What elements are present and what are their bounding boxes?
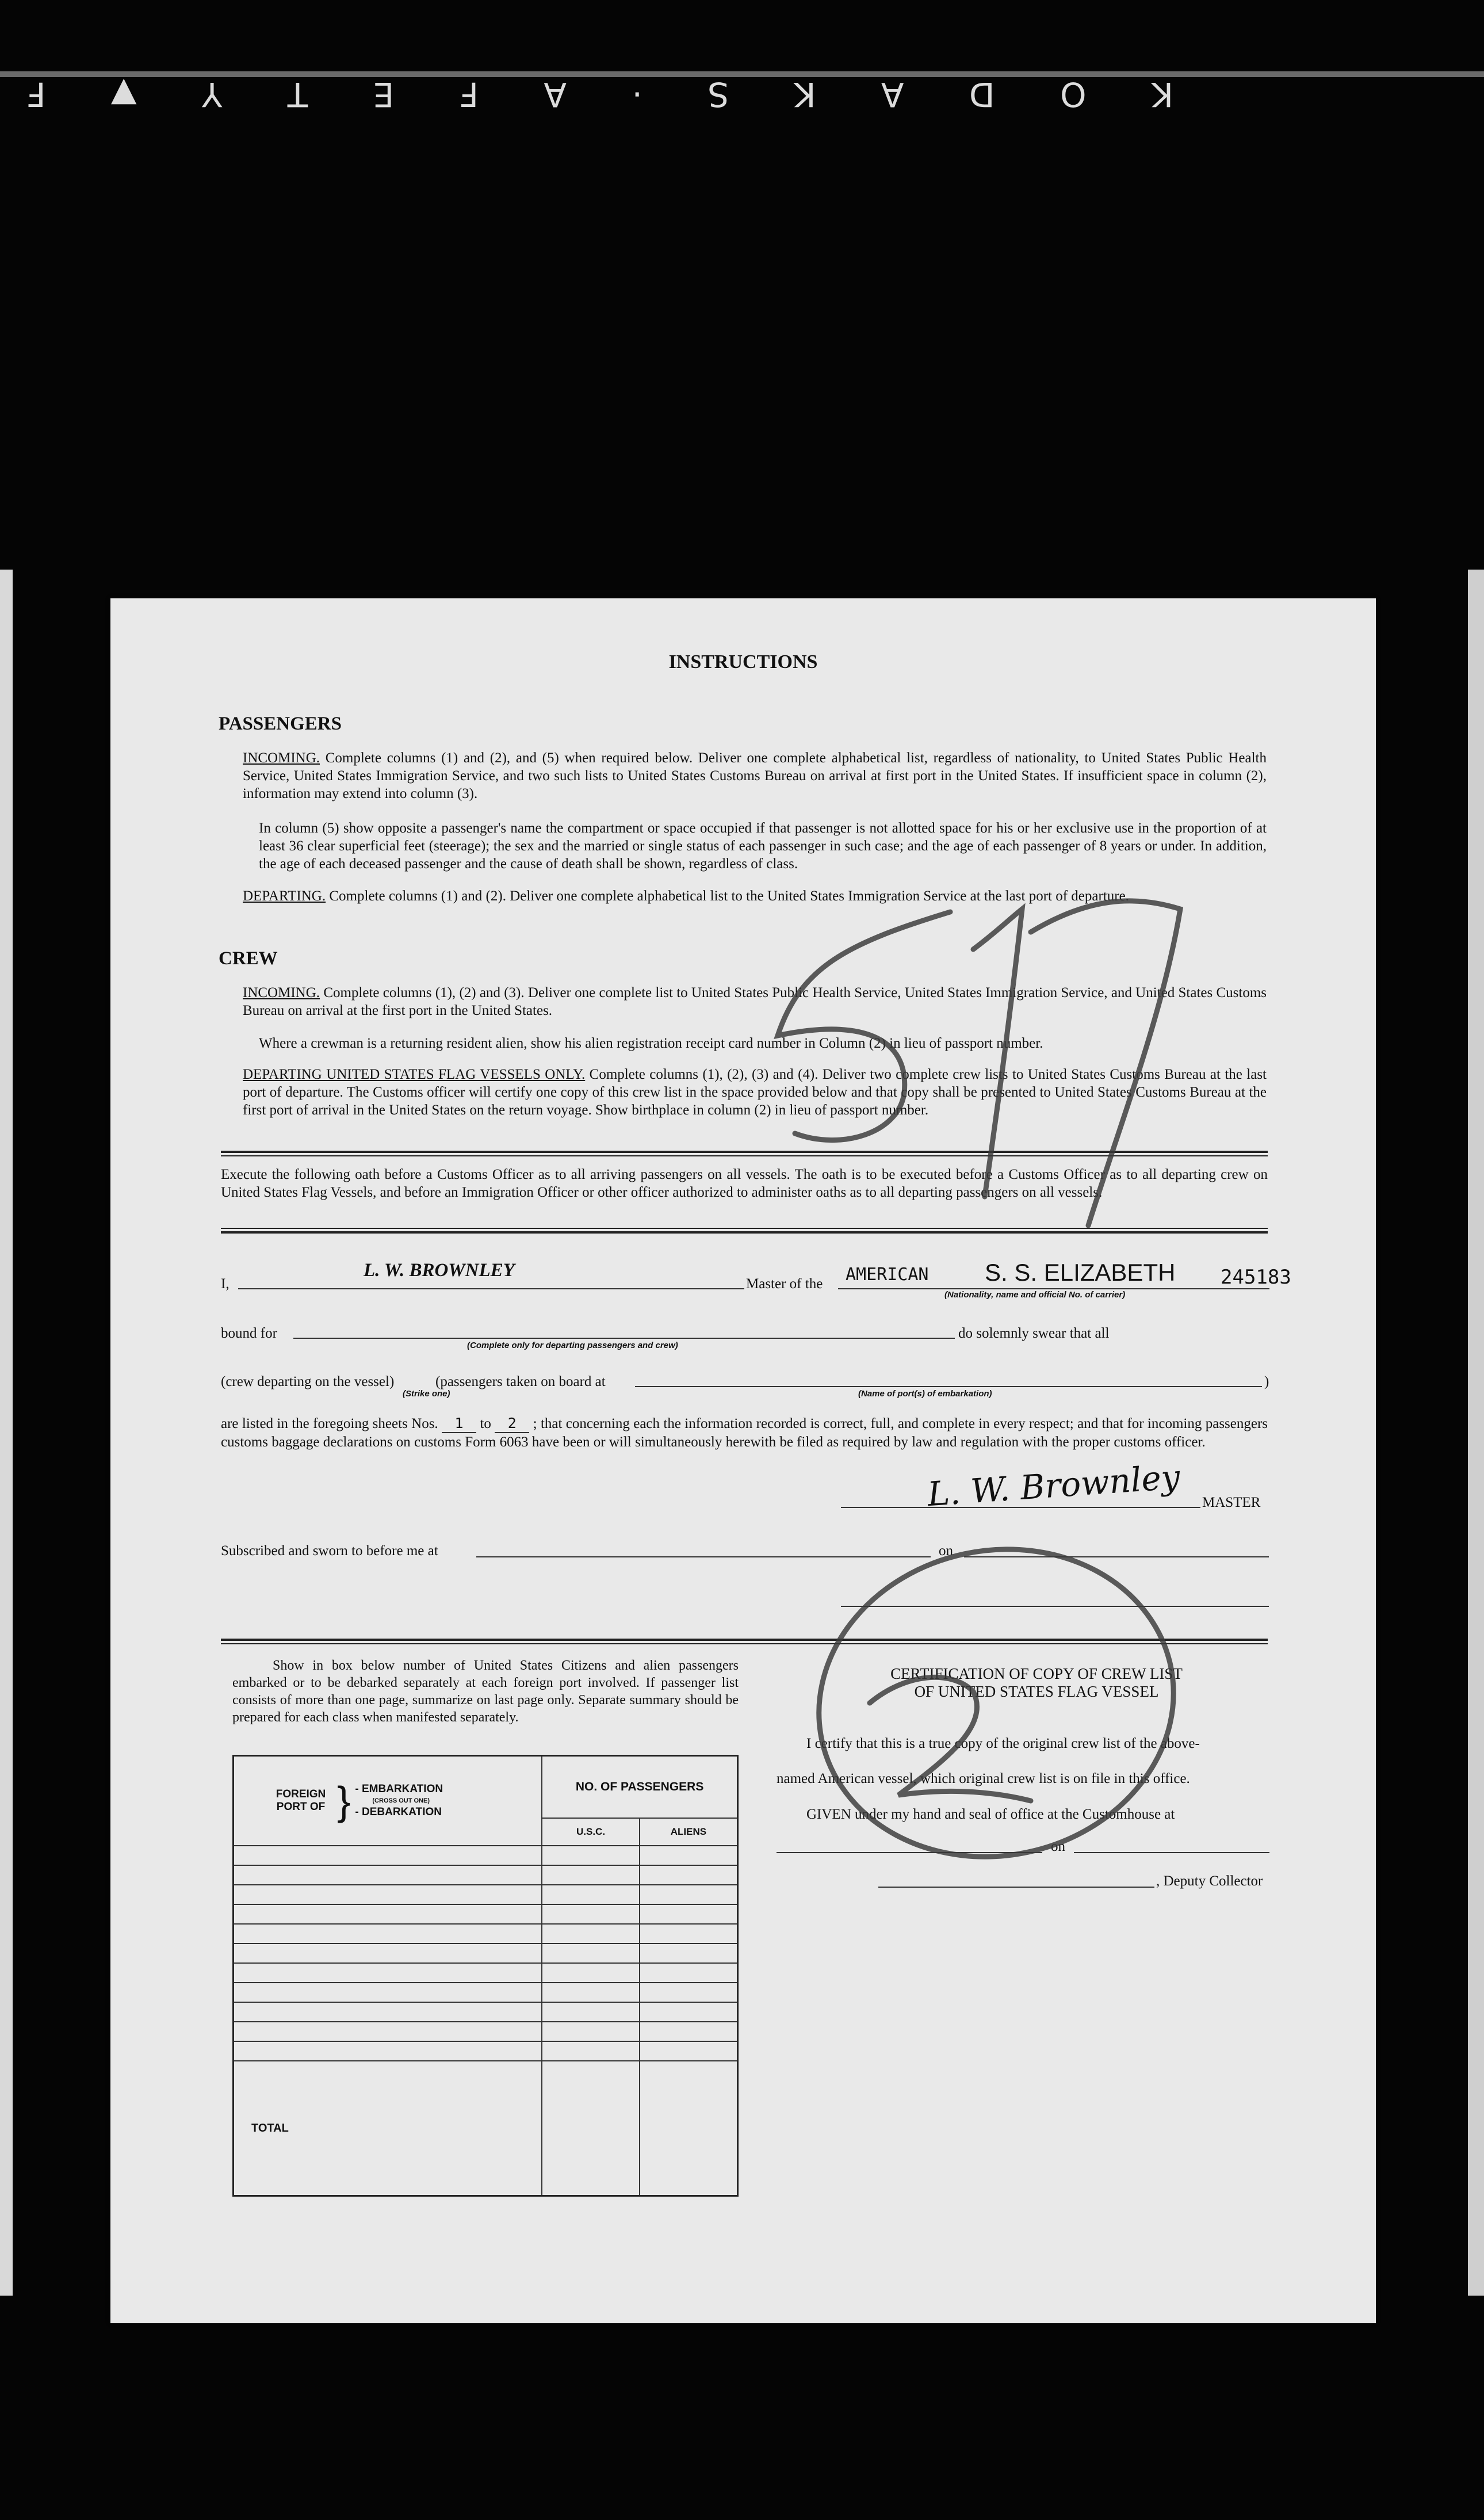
port-cell[interactable] [234,1963,542,1983]
sheet-from: 1 [442,1414,476,1433]
deputy-collector-label: , Deputy Collector [1156,1873,1263,1889]
customhouse-line [777,1851,1042,1853]
adjacent-frame-left [0,570,13,2296]
carrier-caption: (Nationality, name and official No. of carrier) [944,1290,1126,1300]
adjacent-frame-right [1468,570,1484,2296]
listed-prefix: are listed in the foregoing sheets Nos. [221,1416,438,1431]
usc-cell[interactable] [542,1963,640,1983]
foreign-port-label: FOREIGN PORT OF [276,1788,326,1813]
aliens-cell[interactable] [640,1983,738,2002]
port-cell[interactable] [234,1904,542,1924]
passengers-column5: In column (5) show opposite a passenger's name the compartment or space occupied if that passenger is not allotted space for his or her exclusive use in the proportion of at least 36 clear superficial feet (steerage); the sex and the married or single status of each passenger in such case; and the age of each passenger of 8 years or under. In addition, the age of each deceased passenger and the cause of death shall be shown, regardless of class. [259,820,1267,872]
film-edge-char: A [877,75,904,114]
debarkation-label: - DEBARKATION [355,1805,442,1818]
film-edge-char: K [1148,75,1173,114]
certification-title [789,1665,1284,1701]
usc-cell[interactable] [542,2022,640,2041]
port-cell[interactable] [234,1983,542,2002]
aliens-cell[interactable] [640,1904,738,1924]
film-edge-char: T [284,75,308,114]
master-name-line [238,1288,744,1289]
aliens-cell[interactable] [640,1885,738,1904]
usc-cell[interactable] [542,1924,640,1944]
certification-on-label: on [1051,1839,1065,1854]
master-label: MASTER [1202,1495,1261,1510]
usc-cell[interactable] [542,1983,640,2002]
aliens-cell[interactable] [640,2002,738,2022]
pencil-circle [790,1517,1203,1889]
certification-date-line [1074,1851,1269,1853]
table-row [234,1983,738,2002]
oath-i-label: I, [221,1276,230,1292]
table-row [234,1846,738,1865]
aliens-cell[interactable] [640,1944,738,1963]
port-cell[interactable] [234,2022,542,2041]
usc-cell[interactable] [542,1846,640,1865]
swear-text: do solemnly swear that all [958,1326,1110,1341]
film-edge-char: S [704,75,729,114]
film-edge-char: E [369,75,395,114]
bound-for-line [293,1337,955,1339]
carrier-vessel-name: S. S. ELIZABETH [985,1259,1176,1286]
brace-icon: } [337,1778,351,1823]
aliens-cell[interactable] [640,1846,738,1865]
table-row [234,1924,738,1944]
crew-returning-alien: Where a crewman is a returning resident alien, show his alien registration receipt card number in Column (2) in lieu of passport number. [259,1036,1043,1051]
film-edge-char: F [456,75,479,114]
crew-incoming-label: INCOMING. [243,985,320,1001]
film-edge-char: A [540,75,567,114]
usc-cell[interactable] [542,1885,640,1904]
film-edge-char: ▼ [107,75,137,114]
no-passengers-header: NO. OF PASSENGERS [542,1756,737,1818]
passengers-incoming-text: Complete columns (1) and (2), and (5) when required below. Deliver one complete alphabetical list, regardless of nationality, to United States Public Health Service, United States Immigration Service, and two such lists to United States Customs Bureau on arrival at first port in the United States. If insufficient space in column (2), information may extend into column (3). [243,750,1267,801]
crew-heading: CREW [219,948,278,969]
to-label: to [480,1416,491,1431]
certification-line-2: named American vessel, which original crew list is on file in this office. [777,1771,1190,1786]
film-edge-char: D [965,75,995,114]
passengers-incoming-label: INCOMING. [243,750,320,766]
certification-line-1: I certify that this is a true copy of the original crew list of the above- [806,1736,1200,1751]
certification-title-1: CERTIFICATION OF COPY OF CREW LIST [890,1665,1183,1682]
crew-incoming [243,984,1267,1020]
divider [221,1231,1268,1234]
table-total-row [234,2061,738,2196]
usc-cell[interactable] [542,1904,640,1924]
usc-total-cell[interactable] [542,2061,640,2196]
document-page [110,598,1376,2323]
carrier-line [838,1288,1269,1289]
aliens-total-cell[interactable] [640,2061,738,2196]
divider [221,1151,1268,1153]
port-cell[interactable] [234,2002,542,2022]
passenger-summary-table [232,1755,739,2197]
aliens-cell[interactable] [640,1865,738,1885]
embarkation-label: - EMBARKATION [355,1782,443,1795]
table-row [234,1904,738,1924]
passengers-departing [243,887,1267,905]
film-edge-char: · [628,75,642,114]
master-name: L. W. BROWNLEY [364,1260,515,1281]
bound-for-label: bound for [221,1326,277,1341]
port-cell[interactable] [234,1924,542,1944]
certification-title-2: OF UNITED STATES FLAG VESSEL [914,1683,1159,1700]
aliens-cell[interactable] [640,2041,738,2061]
total-label: TOTAL [234,2061,542,2196]
certification-line-3: GIVEN under my hand and seal of office at the Customhouse at [806,1807,1175,1822]
table-row [234,2041,738,2061]
sheet-to: 2 [495,1414,529,1433]
port-cell[interactable] [234,1885,542,1904]
subscribed-on-label: on [939,1543,953,1559]
aliens-cell[interactable] [640,1924,738,1944]
carrier-nationality: AMERICAN [846,1265,929,1285]
crew-departing-label: DEPARTING UNITED STATES FLAG VESSELS ONLY. [243,1067,586,1082]
divider [221,1228,1268,1229]
film-edge-char: K [790,75,816,114]
crew-departing-text: Complete columns (1), (2), (3) and (4). Deliver two complete crew lists to United States Customs Bureau at the last port of departure. The Customs officer will certify one copy of this crew list in the space provided below and that copy shall be presented to United States Customs Bureau at the first port of arrival in the United States on the return voyage. Show birthplace in column (2) in lieu of passport number. [243,1067,1267,1118]
table-header-row [234,1756,738,1818]
foreign-port-header [234,1756,542,1846]
embarkation-port-line [635,1385,1262,1387]
film-edge-char: Y [198,75,223,114]
listed-statement [221,1414,1268,1451]
subscribed-date-line [964,1556,1269,1557]
close-paren: ) [1264,1374,1269,1389]
passengers-departing-text: Complete columns (1) and (2). Deliver one complete alphabetical list to the United States Immigration Service at the last port of departure. [329,888,1129,904]
table-row [234,1865,738,1885]
film-edge-char: F [23,75,46,114]
table-row [234,1944,738,1963]
port-cell[interactable] [234,2041,542,2061]
port-caption: (Name of port(s) of embarkation) [858,1389,992,1399]
film-edge-text [23,75,1173,114]
usc-cell[interactable] [542,1944,640,1963]
master-signature: L. W. Brownley [926,1457,1181,1514]
aliens-header: ALIENS [640,1818,738,1846]
aliens-cell[interactable] [640,1963,738,1983]
crew-departing-option: (crew departing on the vessel) [221,1374,395,1389]
pencil-digit-1 [973,909,1022,1197]
master-of-label: Master of the [746,1276,823,1292]
film-edge-char: O [1056,75,1087,114]
table-row [234,1963,738,1983]
aliens-cell[interactable] [640,2022,738,2041]
port-cell[interactable] [234,1944,542,1963]
officer-line [841,1605,1269,1607]
divider [221,1639,1268,1641]
crew-departing [243,1066,1267,1119]
strike-caption: (Strike one) [403,1389,450,1399]
summary-note: Show in box below number of United States Citizens and alien passengers embarked or to be debarked separately at each foreign port involved. If passenger list consists of more than one page, summarize on last page only. Separate summary should be prepared for each class when manifested separately. [232,1658,739,1725]
carrier-official-number: 245183 [1221,1266,1291,1289]
divider [221,1643,1268,1644]
usc-cell[interactable] [542,2002,640,2022]
port-cell[interactable] [234,1846,542,1865]
usc-header: U.S.C. [542,1818,640,1846]
divider [221,1155,1268,1156]
subscribed-place-line [476,1556,931,1557]
bound-for-caption: (Complete only for departing passengers and crew) [467,1341,678,1350]
usc-cell[interactable] [542,2041,640,2061]
port-cell[interactable] [234,1865,542,1885]
passengers-heading: PASSENGERS [219,713,342,734]
cross-out-label: (CROSS OUT ONE) [372,1797,430,1804]
usc-cell[interactable] [542,1865,640,1885]
passengers-incoming [243,749,1267,803]
passengers-departing-label: DEPARTING. [243,888,326,904]
table-row [234,2002,738,2022]
table-row [234,1885,738,1904]
passengers-taken-option: (passengers taken on board at [435,1374,606,1389]
page-title: INSTRUCTIONS [668,651,818,673]
listed-rest: ; that concerning each the information recorded is correct, full, and complete in every respect; and that for incoming passengers customs baggage declarations on customs Form 6063 have been or will simultaneously herewith be filed as required by law and regulation with the proper customs officer. [221,1416,1268,1450]
deputy-collector-line [878,1886,1154,1888]
subscribed-label: Subscribed and sworn to before me at [221,1543,438,1559]
table-row [234,2022,738,2041]
crew-incoming-text: Complete columns (1), (2) and (3). Deliver one complete list to United States Public Health Service, United States Immigration Service, and United States Customs Bureau on arrival at the first port in the United States. [243,985,1267,1018]
oath-instruction: Execute the following oath before a Customs Officer as to all arriving passengers on all vessels. The oath is to be executed before a Customs Officer as to all departing crew on United States Flag Vessels, and before an Immigration Officer or other officer authorized to administer oaths as to all departing passengers on all vessels. [221,1167,1268,1200]
